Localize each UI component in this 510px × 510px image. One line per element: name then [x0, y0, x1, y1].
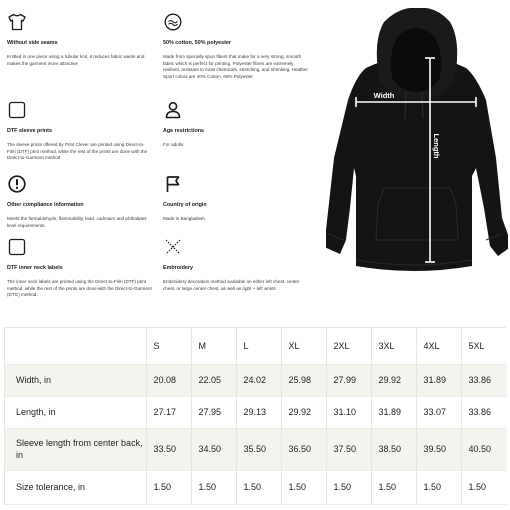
size-header-xl: XL: [281, 328, 326, 364]
feature-description: Knitted in one piece using a tubular knit, it reduces fabric waste and makes the garment more attractive: [7, 54, 145, 66]
feature-country-of-origin: [163, 174, 309, 223]
size-header-l: L: [236, 328, 281, 364]
tshirt-icon: [7, 12, 27, 32]
feature-description: Made from specially spun fibers that make for a very strong, smooth fabric which is perfect for printing. Polyester fibers are extremely resilient, resistant to most chemicals, stretching, and shrinking. Heather Sport colors are 40% Cotton, 60% Polyester: [163, 54, 309, 80]
table-cell: 25.98: [281, 364, 326, 396]
hoodie-illustration: [326, 8, 508, 278]
size-header-2xl: 2XL: [326, 328, 371, 364]
table-cell: 1.50: [416, 470, 461, 504]
feature-title: 50% cotton, 50% polyester: [163, 40, 232, 46]
feature-dtf-sleeve-prints: [7, 100, 153, 162]
feature-description: The inner neck labels are printed using the Direct-to-Film (DTF) print method, while the rest of the prints are done with the Direct-to-Garment (DTG) method.: [7, 279, 152, 298]
feature-compliance: [7, 174, 153, 229]
table-cell: 33.50: [146, 428, 191, 470]
feature-title: DTF sleeve prints: [7, 128, 52, 134]
table-cell: 27.17: [146, 396, 191, 428]
hoodie-measurement-diagram: [326, 8, 508, 278]
table-cell: 1.50: [281, 470, 326, 504]
table-cell: 35.50: [236, 428, 281, 470]
table-cell: 29.92: [281, 396, 326, 428]
size-header-m: M: [191, 328, 236, 364]
table-cell: 39.50: [416, 428, 461, 470]
table-cell: 22.05: [191, 364, 236, 396]
row-label: Length, in: [5, 396, 146, 428]
size-header-blank: [5, 328, 146, 364]
feature-description: Made in Bangladesh: [163, 216, 205, 221]
flag-icon: [163, 174, 183, 194]
feature-description: Meets the formaldehyde, flammability, lead, cadmium and phthalates level requirements.: [7, 216, 147, 228]
table-cell: 29.13: [236, 396, 281, 428]
feature-title: Without side seams: [7, 40, 58, 46]
row-label: Size tolerance, in: [5, 470, 146, 504]
feature-description: For adults: [163, 142, 184, 147]
size-header-5xl: 5XL: [461, 328, 507, 364]
table-cell: 38.50: [371, 428, 416, 470]
feature-age-restrictions: [163, 100, 309, 149]
feature-fabric: [163, 12, 309, 81]
table-cell: 37.50: [326, 428, 371, 470]
table-cell: 1.50: [461, 470, 507, 504]
size-chart: [4, 327, 506, 505]
table-cell: 24.02: [236, 364, 281, 396]
feature-embroidery: [163, 237, 309, 292]
table-cell: 1.50: [236, 470, 281, 504]
table-cell: 1.50: [146, 470, 191, 504]
table-cell: 1.50: [326, 470, 371, 504]
size-chart-table: [5, 328, 507, 505]
square-outline-icon: [7, 237, 27, 257]
feature-title: DTF inner neck labels: [7, 265, 63, 271]
table-cell: 27.95: [191, 396, 236, 428]
square-outline-icon: [7, 100, 27, 120]
table-cell: 34.50: [191, 428, 236, 470]
row-label: Sleeve length from center back, in: [5, 428, 146, 470]
table-row-size-tolerance: [5, 470, 507, 504]
person-icon: [163, 100, 183, 120]
size-header-3xl: 3XL: [371, 328, 416, 364]
table-cell: 1.50: [371, 470, 416, 504]
feature-description: The sleeve prints offered by Print Clever are printed using Direct-to-Film (DTF) print method, while the rest of the prints are done with the Direct-to-Garment method: [7, 142, 148, 161]
size-header-4xl: 4XL: [416, 328, 461, 364]
alert-circle-icon: [7, 174, 27, 194]
feature-title: Age restrictions: [163, 128, 205, 134]
table-cell: 40.50: [461, 428, 507, 470]
feature-dtf-inner-neck-labels: [7, 237, 153, 299]
table-cell: 27.99: [326, 364, 371, 396]
width-label: Width: [373, 91, 395, 100]
table-cell: 31.10: [326, 396, 371, 428]
table-row-width: [5, 364, 507, 396]
table-cell: 31.89: [416, 364, 461, 396]
feature-title: Country of origin: [163, 202, 207, 208]
table-cell: 33.07: [416, 396, 461, 428]
size-header-row: [5, 328, 507, 364]
table-cell: 29.92: [371, 364, 416, 396]
table-cell: 1.50: [191, 470, 236, 504]
table-cell: 33.86: [461, 364, 507, 396]
table-row-sleeve-length: [5, 428, 507, 470]
feature-title: Other compliance information: [7, 202, 84, 208]
table-cell: 36.50: [281, 428, 326, 470]
feature-description: Embroidery decoration method available on either left chest, center chest, or large center chest, as well as right + left wrists: [163, 279, 300, 291]
feature-title: Embroidery: [163, 265, 193, 271]
needle-cross-icon: [163, 237, 183, 257]
table-row-length: [5, 396, 507, 428]
size-header-s: S: [146, 328, 191, 364]
feature-without-side-seams: [7, 12, 153, 67]
row-label: Width, in: [5, 364, 146, 396]
table-cell: 31.89: [371, 396, 416, 428]
length-label: Length: [432, 133, 441, 159]
table-cell: 20.08: [146, 364, 191, 396]
table-cell: 33.86: [461, 396, 507, 428]
fabric-icon: [163, 12, 183, 32]
